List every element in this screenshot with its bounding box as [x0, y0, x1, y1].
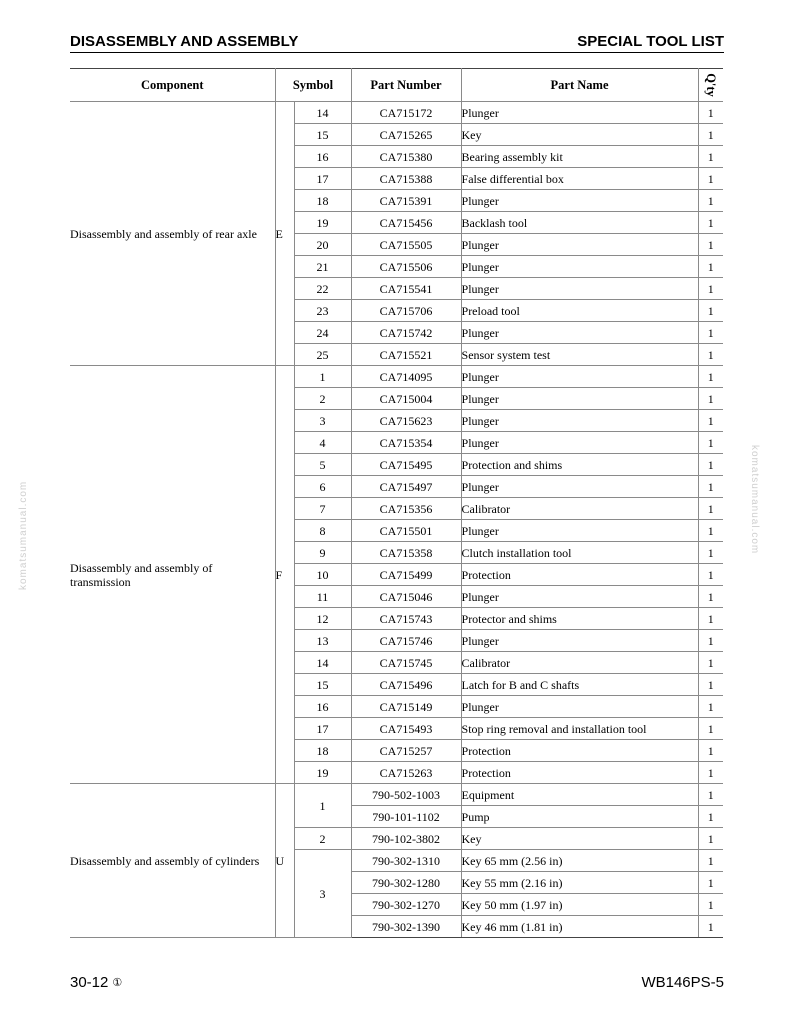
part-name-cell: Plunger — [461, 102, 698, 124]
item-number-cell: 23 — [294, 300, 351, 322]
part-number-cell: 790-101-1102 — [351, 806, 461, 828]
part-name-cell: Plunger — [461, 586, 698, 608]
item-number-cell: 3 — [294, 850, 351, 938]
part-number-cell: CA715495 — [351, 454, 461, 476]
item-number-cell: 14 — [294, 102, 351, 124]
table-row — [70, 102, 723, 124]
part-name-cell: Clutch installation tool — [461, 542, 698, 564]
item-number-cell: 22 — [294, 278, 351, 300]
part-name-cell: Plunger — [461, 410, 698, 432]
symbol-cell: U — [275, 784, 294, 938]
item-number-cell: 19 — [294, 762, 351, 784]
page-number-group — [70, 974, 122, 991]
item-number-cell: 9 — [294, 542, 351, 564]
part-number-cell: 790-302-1310 — [351, 850, 461, 872]
special-tool-table — [70, 68, 723, 938]
part-number-cell: CA715265 — [351, 124, 461, 146]
component-cell: Disassembly and assembly of transmission — [70, 366, 275, 784]
part-name-cell: Preload tool — [461, 300, 698, 322]
item-number-cell: 16 — [294, 696, 351, 718]
part-number-cell: CA715521 — [351, 344, 461, 366]
qty-cell: 1 — [698, 696, 723, 718]
part-name-cell: Plunger — [461, 234, 698, 256]
part-name-cell: Backlash tool — [461, 212, 698, 234]
qty-cell: 1 — [698, 278, 723, 300]
page-header — [70, 33, 724, 53]
qty-cell: 1 — [698, 212, 723, 234]
revision-mark: ① — [112, 977, 123, 989]
item-number-cell: 8 — [294, 520, 351, 542]
part-number-cell: CA715493 — [351, 718, 461, 740]
item-number-cell: 18 — [294, 190, 351, 212]
part-number-cell: CA715746 — [351, 630, 461, 652]
qty-cell: 1 — [698, 344, 723, 366]
part-number-cell: CA715506 — [351, 256, 461, 278]
part-name-cell: Plunger — [461, 256, 698, 278]
qty-cell: 1 — [698, 564, 723, 586]
qty-cell: 1 — [698, 762, 723, 784]
part-number-cell: CA715742 — [351, 322, 461, 344]
item-number-cell: 19 — [294, 212, 351, 234]
qty-cell: 1 — [698, 894, 723, 916]
qty-cell: 1 — [698, 366, 723, 388]
part-name-cell: Latch for B and C shafts — [461, 674, 698, 696]
table-body — [70, 102, 723, 938]
symbol-cell: F — [275, 366, 294, 784]
part-number-cell: CA715505 — [351, 234, 461, 256]
part-number-cell: CA715257 — [351, 740, 461, 762]
symbol-cell: E — [275, 102, 294, 366]
qty-cell: 1 — [698, 740, 723, 762]
item-number-cell: 15 — [294, 124, 351, 146]
part-number-cell: 790-302-1270 — [351, 894, 461, 916]
header-component: Component — [70, 69, 275, 102]
part-name-cell: Calibrator — [461, 498, 698, 520]
qty-cell: 1 — [698, 872, 723, 894]
part-name-cell: Plunger — [461, 322, 698, 344]
qty-cell: 1 — [698, 586, 723, 608]
qty-cell: 1 — [698, 718, 723, 740]
qty-cell: 1 — [698, 256, 723, 278]
item-number-cell: 25 — [294, 344, 351, 366]
component-cell: Disassembly and assembly of rear axle — [70, 102, 275, 366]
item-number-cell: 7 — [294, 498, 351, 520]
qty-cell: 1 — [698, 674, 723, 696]
part-name-cell: Protection — [461, 762, 698, 784]
part-name-cell: Protection — [461, 740, 698, 762]
header-part-number: Part Number — [351, 69, 461, 102]
part-number-cell: CA715263 — [351, 762, 461, 784]
part-number-cell: 790-302-1280 — [351, 872, 461, 894]
table-header-row — [70, 69, 723, 102]
part-name-cell: Bearing assembly kit — [461, 146, 698, 168]
part-number-cell: CA715743 — [351, 608, 461, 630]
item-number-cell: 20 — [294, 234, 351, 256]
part-name-cell: Plunger — [461, 278, 698, 300]
part-name-cell: Key 46 mm (1.81 in) — [461, 916, 698, 938]
part-name-cell: Stop ring removal and installation tool — [461, 718, 698, 740]
part-name-cell: Plunger — [461, 476, 698, 498]
item-number-cell: 18 — [294, 740, 351, 762]
qty-cell: 1 — [698, 828, 723, 850]
qty-cell: 1 — [698, 300, 723, 322]
header-rule — [70, 52, 724, 53]
part-number-cell: CA715501 — [351, 520, 461, 542]
item-number-cell: 2 — [294, 828, 351, 850]
page-footer — [70, 974, 724, 994]
qty-cell: 1 — [698, 916, 723, 938]
part-number-cell: CA715358 — [351, 542, 461, 564]
qty-cell: 1 — [698, 542, 723, 564]
part-number-cell: CA715046 — [351, 586, 461, 608]
qty-cell: 1 — [698, 630, 723, 652]
page-number: 30-12 — [70, 974, 109, 991]
table-row — [70, 366, 723, 388]
qty-cell: 1 — [698, 850, 723, 872]
part-number-cell: 790-502-1003 — [351, 784, 461, 806]
part-name-cell: Protector and shims — [461, 608, 698, 630]
qty-cell: 1 — [698, 190, 723, 212]
part-name-cell: Sensor system test — [461, 344, 698, 366]
qty-cell: 1 — [698, 476, 723, 498]
qty-cell: 1 — [698, 124, 723, 146]
part-number-cell: CA715380 — [351, 146, 461, 168]
part-number-cell: CA715456 — [351, 212, 461, 234]
part-name-cell: Key — [461, 124, 698, 146]
part-name-cell: Key 55 mm (2.16 in) — [461, 872, 698, 894]
qty-cell: 1 — [698, 322, 723, 344]
component-cell: Disassembly and assembly of cylinders — [70, 784, 275, 938]
part-name-cell: Plunger — [461, 630, 698, 652]
part-name-cell: Key 65 mm (2.56 in) — [461, 850, 698, 872]
header-symbol: Symbol — [275, 69, 351, 102]
qty-cell: 1 — [698, 498, 723, 520]
part-number-cell: CA715172 — [351, 102, 461, 124]
section-title: DISASSEMBLY AND ASSEMBLY — [70, 33, 299, 50]
part-name-cell: Plunger — [461, 190, 698, 212]
part-number-cell: CA715497 — [351, 476, 461, 498]
qty-cell: 1 — [698, 388, 723, 410]
item-number-cell: 1 — [294, 366, 351, 388]
qty-cell: 1 — [698, 410, 723, 432]
part-name-cell: Pump — [461, 806, 698, 828]
qty-cell: 1 — [698, 608, 723, 630]
part-name-cell: Plunger — [461, 366, 698, 388]
part-name-cell: False differential box — [461, 168, 698, 190]
part-number-cell: CA715499 — [351, 564, 461, 586]
part-name-cell: Plunger — [461, 388, 698, 410]
item-number-cell: 17 — [294, 168, 351, 190]
item-number-cell: 1 — [294, 784, 351, 828]
part-number-cell: CA715388 — [351, 168, 461, 190]
part-name-cell: Plunger — [461, 520, 698, 542]
part-name-cell: Equipment — [461, 784, 698, 806]
section-subtitle: SPECIAL TOOL LIST — [577, 33, 724, 50]
qty-cell: 1 — [698, 520, 723, 542]
part-number-cell: 790-302-1390 — [351, 916, 461, 938]
item-number-cell: 15 — [294, 674, 351, 696]
part-number-cell: 790-102-3802 — [351, 828, 461, 850]
item-number-cell: 11 — [294, 586, 351, 608]
part-name-cell: Protection and shims — [461, 454, 698, 476]
part-name-cell: Calibrator — [461, 652, 698, 674]
part-number-cell: CA715004 — [351, 388, 461, 410]
part-number-cell: CA715391 — [351, 190, 461, 212]
header-qty: Q'ty — [698, 69, 723, 102]
qty-cell: 1 — [698, 652, 723, 674]
item-number-cell: 4 — [294, 432, 351, 454]
item-number-cell: 2 — [294, 388, 351, 410]
item-number-cell: 5 — [294, 454, 351, 476]
qty-cell: 1 — [698, 454, 723, 476]
qty-cell: 1 — [698, 806, 723, 828]
item-number-cell: 17 — [294, 718, 351, 740]
part-name-cell: Plunger — [461, 696, 698, 718]
item-number-cell: 6 — [294, 476, 351, 498]
part-name-cell: Plunger — [461, 432, 698, 454]
qty-cell: 1 — [698, 234, 723, 256]
part-number-cell: CA715149 — [351, 696, 461, 718]
qty-cell: 1 — [698, 784, 723, 806]
header-part-name: Part Name — [461, 69, 698, 102]
part-number-cell: CA715354 — [351, 432, 461, 454]
part-number-cell: CA715623 — [351, 410, 461, 432]
qty-cell: 1 — [698, 168, 723, 190]
item-number-cell: 16 — [294, 146, 351, 168]
table-row — [70, 784, 723, 806]
item-number-cell: 12 — [294, 608, 351, 630]
watermark-right: komatsumanual.com — [749, 445, 760, 555]
model-code: WB146PS-5 — [641, 974, 724, 991]
part-number-cell: CA714095 — [351, 366, 461, 388]
part-name-cell: Key — [461, 828, 698, 850]
part-number-cell: CA715745 — [351, 652, 461, 674]
item-number-cell: 13 — [294, 630, 351, 652]
item-number-cell: 3 — [294, 410, 351, 432]
qty-cell: 1 — [698, 102, 723, 124]
item-number-cell: 10 — [294, 564, 351, 586]
qty-cell: 1 — [698, 146, 723, 168]
part-name-cell: Protection — [461, 564, 698, 586]
part-number-cell: CA715356 — [351, 498, 461, 520]
watermark-left: komatsumanual.com — [18, 480, 29, 590]
part-number-cell: CA715496 — [351, 674, 461, 696]
qty-cell: 1 — [698, 432, 723, 454]
item-number-cell: 24 — [294, 322, 351, 344]
part-name-cell: Key 50 mm (1.97 in) — [461, 894, 698, 916]
part-number-cell: CA715706 — [351, 300, 461, 322]
part-number-cell: CA715541 — [351, 278, 461, 300]
item-number-cell: 14 — [294, 652, 351, 674]
item-number-cell: 21 — [294, 256, 351, 278]
